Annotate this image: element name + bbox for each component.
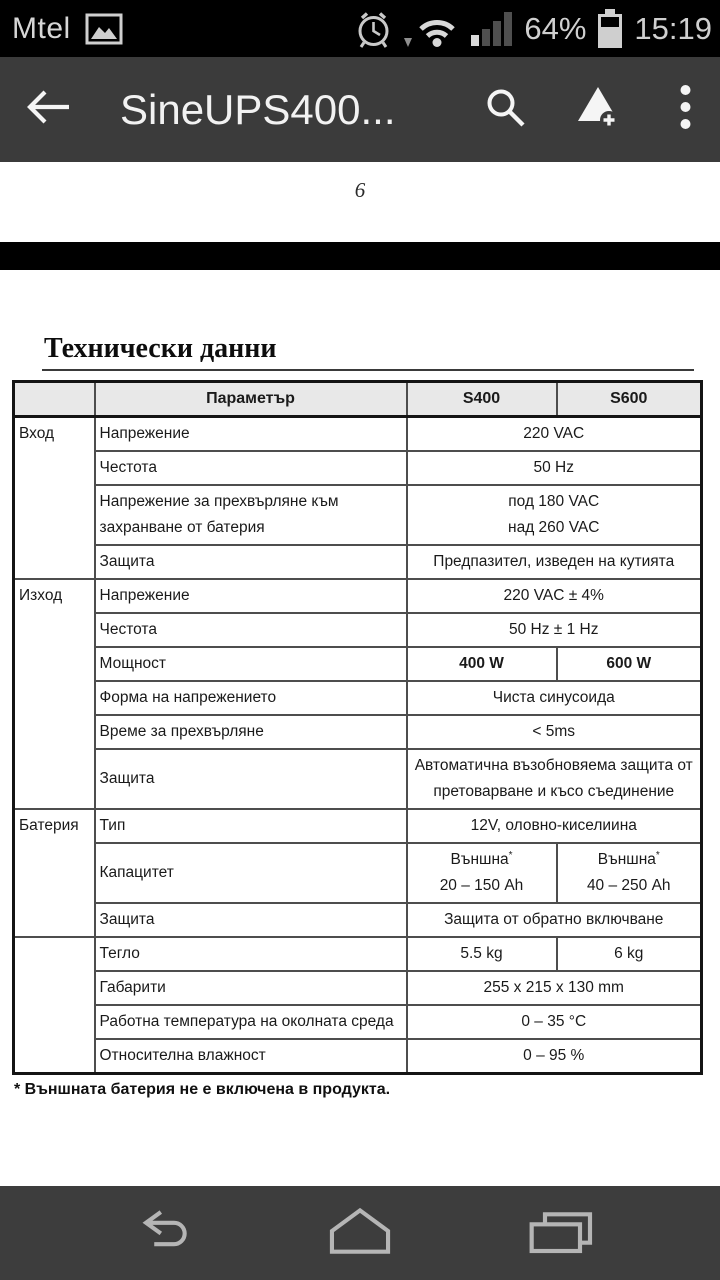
- group-label-cell: [14, 937, 95, 1074]
- signal-strength-icon: [471, 12, 513, 46]
- section-title: Технически данни: [44, 333, 277, 364]
- table-row: [14, 715, 702, 749]
- nav-home-icon: [327, 1205, 393, 1262]
- nav-recents-icon: [525, 1205, 595, 1262]
- parameter-cell: Форма на напрежението: [95, 681, 407, 715]
- clock-label: 15:19: [634, 10, 712, 46]
- status-bar: [0, 0, 720, 57]
- app-bar: [0, 57, 720, 162]
- carrier-label: Mtel: [12, 11, 71, 45]
- pdf-viewer[interactable]: [0, 162, 720, 1186]
- value-cell: 0 – 35 °C: [407, 1005, 702, 1039]
- parameter-cell: Защита: [95, 749, 407, 809]
- alarm-clock-icon: [355, 9, 392, 49]
- table-row: [14, 903, 702, 937]
- nav-recents-button[interactable]: [518, 1186, 602, 1280]
- header-s600: S600: [557, 382, 702, 417]
- value-cell: 255 x 215 x 130 mm: [407, 971, 702, 1005]
- value-cell: Защита от обратно включване: [407, 903, 702, 937]
- value-cell: 6 kg: [557, 937, 702, 971]
- table-row: [14, 937, 702, 971]
- value-cell: < 5ms: [407, 715, 702, 749]
- nav-home-button[interactable]: [318, 1186, 402, 1280]
- group-label-cell: Изход: [14, 579, 95, 809]
- table-row: [14, 451, 702, 485]
- table-row: [14, 843, 702, 903]
- value-cell: 0 – 95 %: [407, 1039, 702, 1074]
- add-to-drive-button[interactable]: [546, 57, 650, 162]
- spec-table: [12, 380, 703, 1075]
- table-header-row: [14, 382, 702, 417]
- table-row: [14, 545, 702, 579]
- table-row: [14, 613, 702, 647]
- search-icon: [484, 86, 526, 133]
- value-cell: Външна* 20 – 150 Ah: [407, 843, 557, 903]
- nav-back-button[interactable]: [118, 1186, 202, 1280]
- page-content: [0, 270, 720, 1099]
- value-cell: под 180 VAC над 260 VAC: [407, 485, 702, 545]
- group-label-cell: Батерия: [14, 809, 95, 937]
- table-row: [14, 1005, 702, 1039]
- group-label-cell: Вход: [14, 417, 95, 580]
- parameter-cell: Мощност: [95, 647, 407, 681]
- header-group: [14, 382, 95, 417]
- add-to-drive-icon: [573, 84, 623, 135]
- overflow-menu-icon: [680, 84, 691, 135]
- value-cell: 220 VAC ± 4%: [407, 579, 702, 613]
- value-cell: Външна* 40 – 250 Ah: [557, 843, 702, 903]
- parameter-cell: Честота: [95, 613, 407, 647]
- parameter-cell: Тип: [95, 809, 407, 843]
- battery-percent-label: 64%: [524, 10, 587, 46]
- header-s400: S400: [407, 382, 557, 417]
- parameter-cell: Честота: [95, 451, 407, 485]
- value-cell: Чиста синусоида: [407, 681, 702, 715]
- parameter-cell: Напрежение: [95, 579, 407, 613]
- title-rule: [42, 369, 694, 371]
- value-cell: 400 W: [407, 647, 557, 681]
- table-row: [14, 417, 702, 452]
- table-row: [14, 647, 702, 681]
- value-cell: 220 VAC: [407, 417, 702, 452]
- footnote: * Външната батерия не е включена в продукта.: [14, 1081, 391, 1098]
- page-footer-number: 6: [354, 178, 366, 202]
- picture-notification-icon: [85, 13, 123, 45]
- wifi-icon: [403, 10, 460, 48]
- search-button[interactable]: [464, 57, 546, 162]
- page-gap: [0, 242, 720, 270]
- parameter-cell: Капацитет: [95, 843, 407, 903]
- table-row: [14, 971, 702, 1005]
- parameter-cell: Тегло: [95, 937, 407, 971]
- value-cell: Автоматична възобновяема защита от претоварване и късо съединение: [407, 749, 702, 809]
- value-cell: Предпазител, изведен на кутията: [407, 545, 702, 579]
- back-button[interactable]: [0, 57, 96, 162]
- table-row: [14, 809, 702, 843]
- parameter-cell: Защита: [95, 903, 407, 937]
- table-row: [14, 485, 702, 545]
- nav-back-icon: [123, 1205, 197, 1262]
- value-cell: 12V, оловно-киселиина: [407, 809, 702, 843]
- spec-table-body: [14, 417, 702, 1074]
- table-row: [14, 749, 702, 809]
- value-cell: 50 Hz ± 1 Hz: [407, 613, 702, 647]
- parameter-cell: Защита: [95, 545, 407, 579]
- overflow-menu-button[interactable]: [650, 57, 720, 162]
- document-title: SineUPS400...: [120, 85, 396, 133]
- value-cell: 600 W: [557, 647, 702, 681]
- parameter-cell: Относителна влажност: [95, 1039, 407, 1074]
- table-row: [14, 1039, 702, 1074]
- table-row: [14, 579, 702, 613]
- parameter-cell: Работна температура на околната среда: [95, 1005, 407, 1039]
- value-cell: 50 Hz: [407, 451, 702, 485]
- navigation-bar: [0, 1186, 720, 1280]
- parameter-cell: Габарити: [95, 971, 407, 1005]
- value-cell: 5.5 kg: [407, 937, 557, 971]
- battery-icon: [597, 9, 623, 49]
- parameter-cell: Напрежение за прехвърляне към захранване от батерия: [95, 485, 407, 545]
- parameter-cell: Напрежение: [95, 417, 407, 452]
- table-row: [14, 681, 702, 715]
- back-arrow-icon: [25, 88, 71, 131]
- header-parameter: Параметър: [95, 382, 407, 417]
- parameter-cell: Време за прехвърляне: [95, 715, 407, 749]
